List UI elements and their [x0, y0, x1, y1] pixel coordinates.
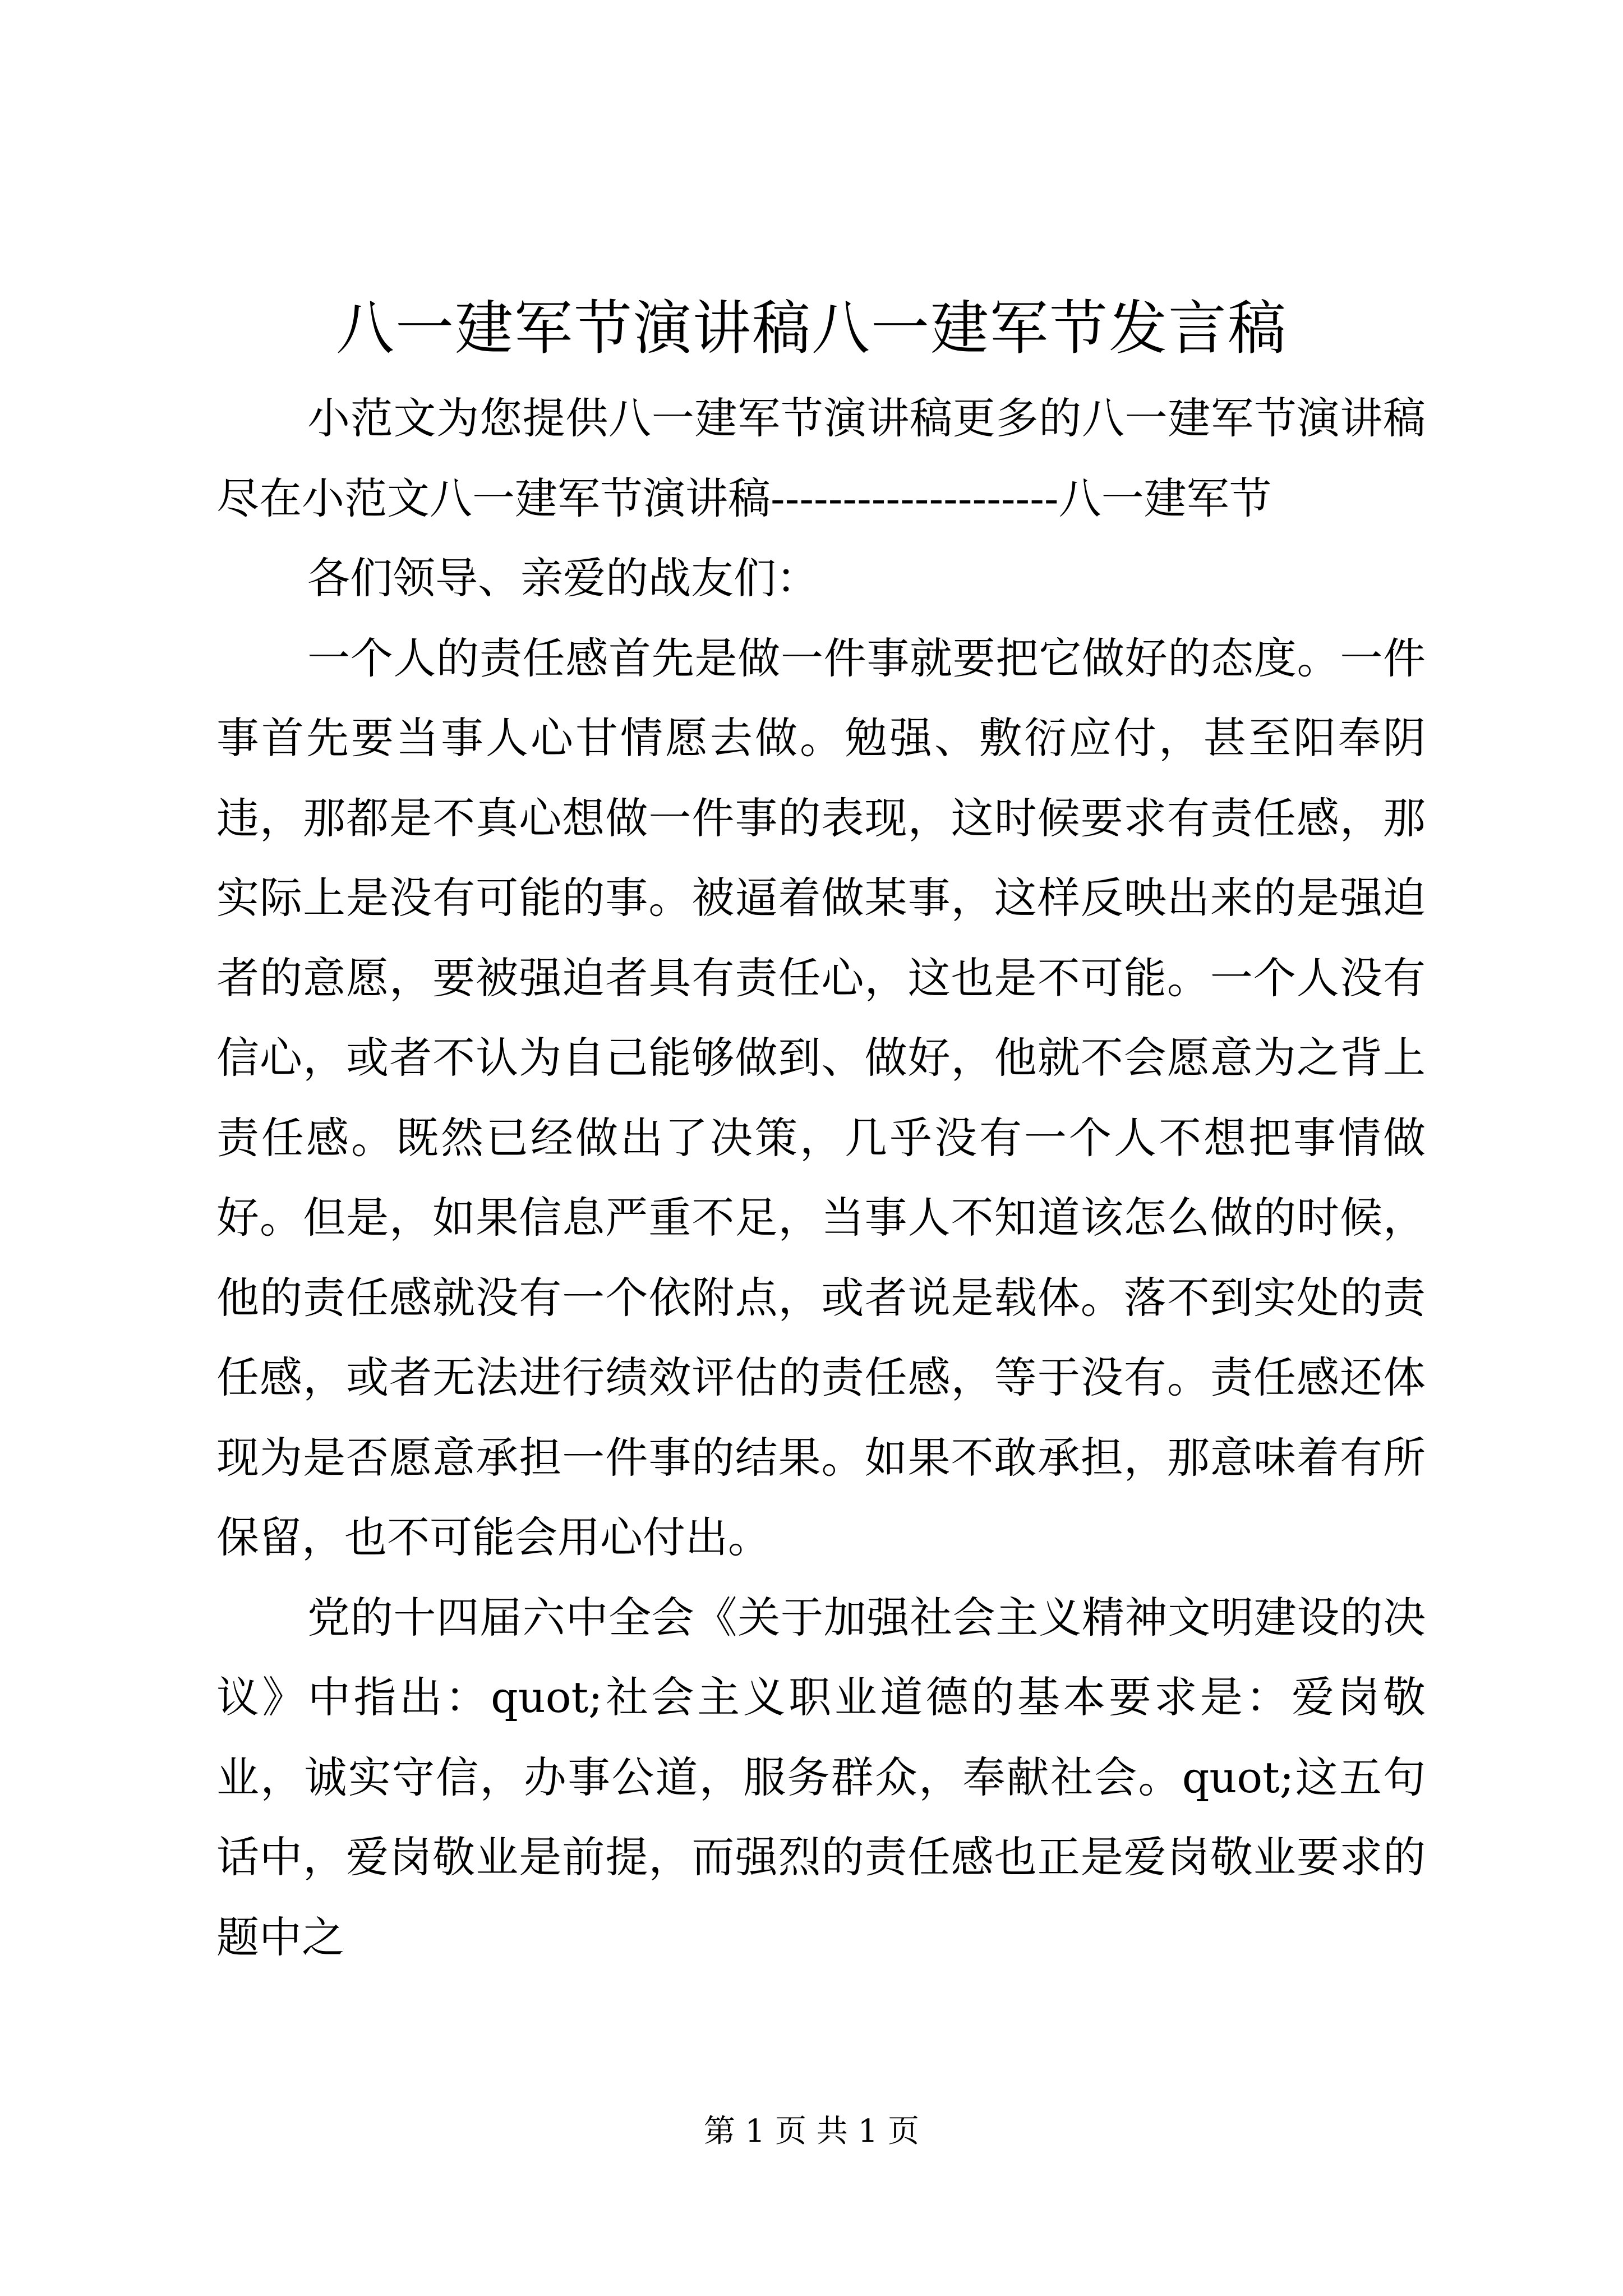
page-footer: 第 1 页 共 1 页 [703, 2113, 920, 2150]
document-title: 八一建军节演讲稿八一建军节发言稿 [335, 294, 1287, 362]
paragraph-salutation: 各们领导、亲爱的战友们： [307, 553, 819, 603]
paragraph-responsibility: 一个人的责任感首先是做一件事就要把它做好的态度。一件事首先要当事人心甘情愿去做。勉强、敷衍应付，甚至阳奉阴违，那都是不真心想做一件事的表现，这时候要求有责任感，那实际上是没有可能的事。被逼着做某事，这样反映出来的是强迫者的意愿，要被强迫者具有责任心，这也是不可能。一个人没有信心，或者不认为自己能够做到、做好，他就不会愿意为之背上责任感。既然已经做出了决策，几乎没有一个人不想把事情做好。但是，如果信息严重不足，当事人不知道该怎么做的时候，他的责任感就没有一个依附点，或者说是载体。落不到实处的责任感，或者无法进行绩效评估的责任感，等于没有。责任感还体现为是否愿意承担一件事的结果。如果不敢承担，那意味着有所保留，也不可能会用心付出。 [216, 633, 1426, 1562]
paragraph-intro: 小范文为您提供八一建军节演讲稿更多的八一建军节演讲稿尽在小范文八一建军节演讲稿--------------------八一建军节 [216, 393, 1426, 523]
document-body [216, 379, 1426, 1977]
paragraph-resolution: 党的十四届六中全会《关于加强社会主义精神文明建设的决议》中指出：quot;社会主义职业道德的基本要求是：爱岗敬业，诚实守信，办事公道，服务群众，奉献社会。quot;这五句话中，爱岗敬业是前提，而强烈的责任感也正是爱岗敬业要求的题中之 [216, 1592, 1426, 1962]
